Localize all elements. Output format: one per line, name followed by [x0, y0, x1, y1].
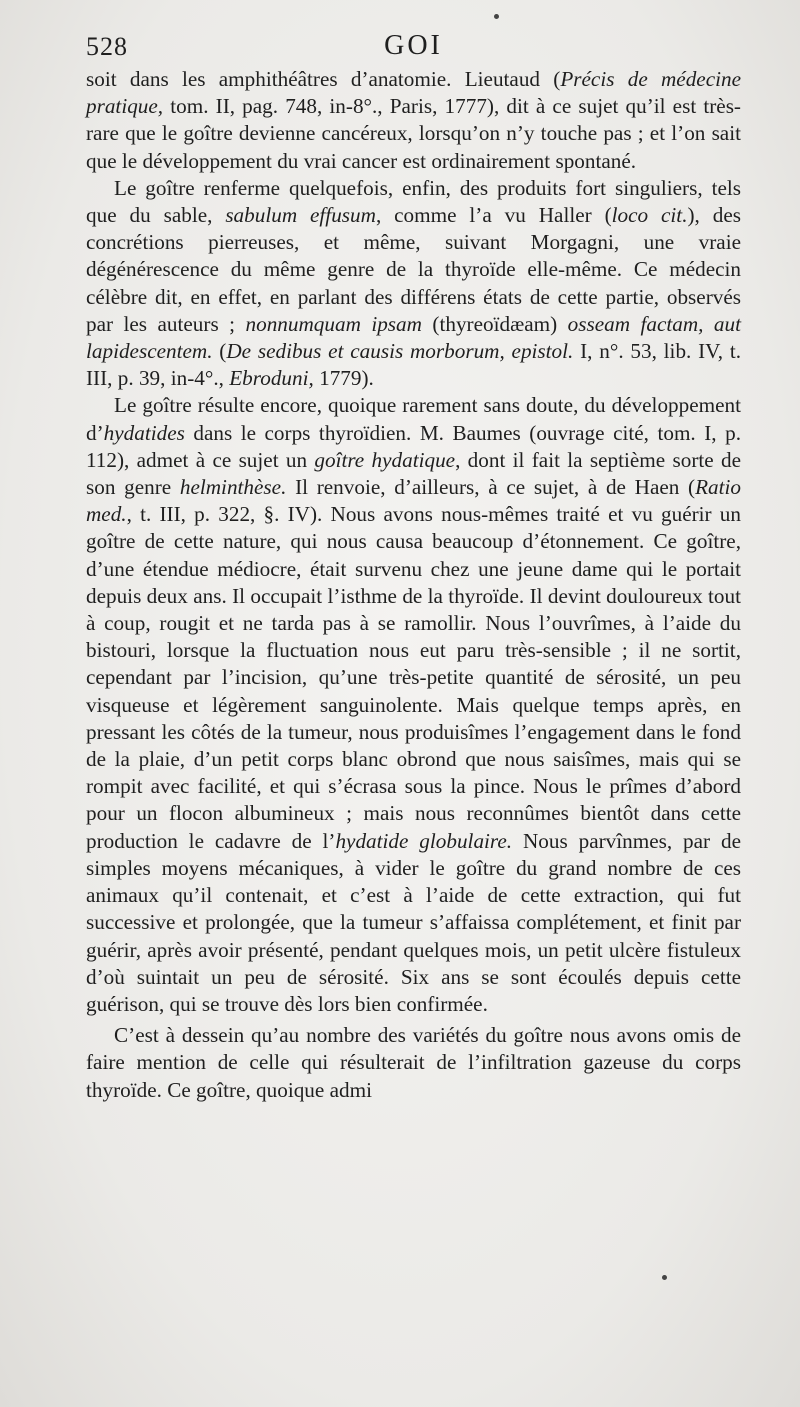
text-run: Il renvoie, d’ailleurs, à ce sujet, à de Haen (	[286, 475, 696, 500]
paragraph	[86, 392, 741, 1018]
text-run: I, n°. 53, lib. IV, t. III, p. 39, in-4°.,	[86, 339, 741, 391]
paragraph	[86, 66, 741, 175]
text-run: (	[212, 339, 227, 364]
ink-speck	[662, 1275, 667, 1280]
text-run: , t. III, p. 322, §. IV). Nous avons nous-mêmes traité et vu guérir un goître de cette nature, qui nous causa beaucoup d’étonnement. Ce goître, d’une étendue médiocre, était survenu chez une jeune dame qui le portait depuis deux ans. Il occupait l’isthme de la thyroïde. Il devint douloureux tout à coup, rougit et ne tarda pas à se ramollir. Nous l’ouvrîmes, à l’aide du bistouri, lorsque la fluctuation nous eut paru très-sensible ; il ne sortit, cependant par l’incision, qu’une très-petite quantité de sérosité, un peu visqueuse et légèrement sanguinolente. Mais quelque temps après, en pressant les côtés de la tumeur, nous produisîmes l’engagement dans le fond de la plaie, d’un petit corps blanc obrond que nous saisîmes, mais qui se rompit avec facilité, et qui s’écrasa sous la pince. Nous le prîmes d’abord pour un flocon albumineux ; mais nous reconnûmes bientôt dans cette production le cadavre de l’	[86, 502, 741, 853]
page-number: 528	[86, 32, 128, 61]
text-run: Le goître résulte encore, quoique rarement sans doute, du développement d’	[86, 393, 741, 445]
text-run: dans le corps thyroïdien. M. Baumes (ouvrage cité, tom. I, p. 112), admet à ce sujet un	[86, 420, 741, 472]
text-run: soit dans les amphithéâtres d’anatomie. Lieutaud (	[86, 67, 561, 91]
text-run: Nous parvînmes, par de simples moyens mécaniques, à vider le goître du grand nombre de ces animaux qu’il contenait, et c’est à l’aide de cette extraction, qui fut successive et prolongée, que la tumeur s’affaissa complétement, et finit par guérir, après avoir présenté, pendant quelques mois, un petit ulcère fistuleux d’où suintait un peu de sérosité. Six ans se sont écoulés depuis cette guérison, qui se trouve dès lors bien confirmée.	[86, 828, 741, 1016]
text-run: , dont il fait la septième sorte de son genre	[86, 447, 741, 500]
text-run: 1779).	[313, 366, 374, 391]
text-run: (thyreoïdæam)	[421, 311, 568, 336]
text-run: , comme l’a vu Haller (	[375, 203, 612, 228]
italic-text: Ratio med.	[86, 475, 741, 527]
body-text	[86, 66, 741, 1104]
italic-text: osseam factam, aut lapidescentem.	[86, 311, 741, 364]
italic-text: hydatide globulaire.	[335, 828, 513, 853]
text-run: C’est à dessein qu’au nombre des variétés du goître nous avons omis de faire mention de celle qui résulterait de l’infiltration gazeuse du corps thyroïde. Ce goître, quoique admi	[86, 1023, 741, 1102]
italic-text: Ebroduni,	[229, 366, 314, 391]
italic-text: goître hydatique	[314, 447, 456, 472]
page-header	[86, 30, 741, 70]
paragraph	[86, 1022, 741, 1104]
italic-text: hydatides	[103, 420, 185, 445]
text-run: Le goître renferme quelquefois, enfin, des produits fort singuliers, tels que du sable,	[86, 175, 741, 228]
italic-text: nonnumquam ipsam	[245, 311, 422, 336]
text-run: ), des concrétions pierreuses, et même, suivant Morgagni, une vraie dégénérescence du même genre de la thyroïde elle-même. Ce médecin célèbre dit, en effet, en parlant des différens états de cette partie, observés par les auteurs ;	[86, 203, 741, 336]
italic-text: sabulum effusum	[225, 203, 376, 228]
running-head: GOI	[384, 30, 443, 61]
text-run: tom. II, pag. 748, in-8°., Paris, 1777), dit à ce sujet qu’il est très-rare que le goître devienne cancéreux, lorsqu’on n’y touche pas ; et l’on sait que le développement du vrai cancer est ordinairement spontané.	[86, 94, 741, 173]
italic-text: De sedibus et causis morborum, epistol.	[226, 339, 574, 364]
ink-speck	[494, 14, 499, 19]
italic-text: Précis de médecine pratique,	[86, 67, 741, 119]
italic-text: helminthèse.	[179, 475, 287, 500]
italic-text: loco cit.	[611, 203, 688, 228]
paragraph	[86, 175, 741, 393]
